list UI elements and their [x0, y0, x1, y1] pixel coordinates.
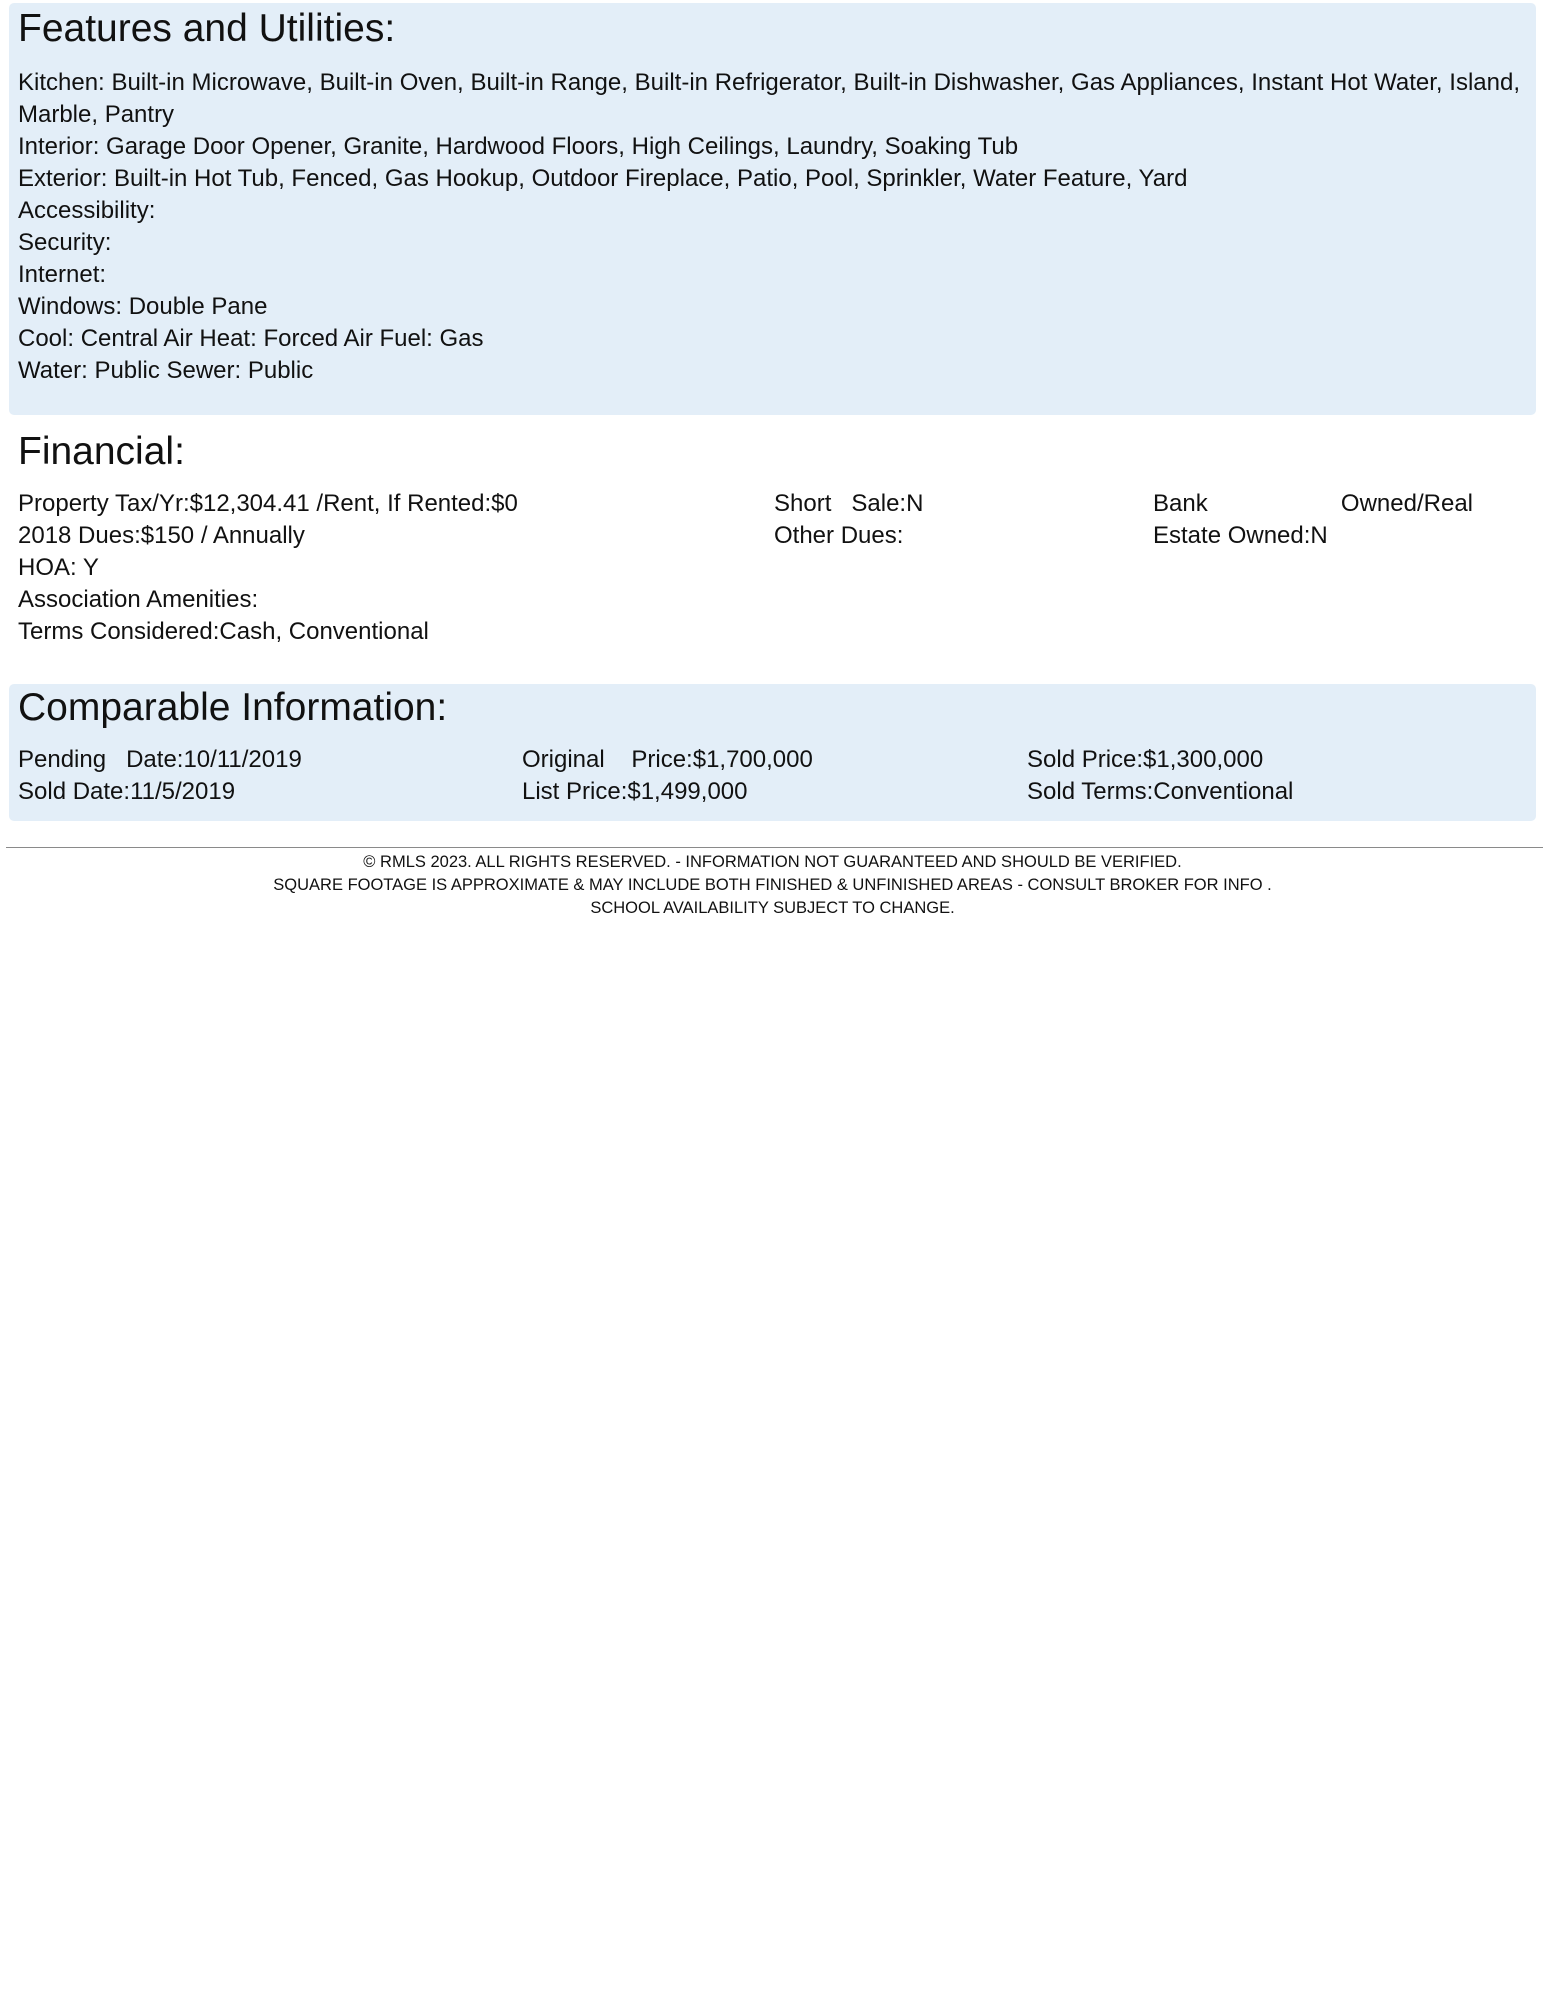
comparable-column-prices — [522, 744, 992, 808]
financial-column-bank — [1153, 488, 1473, 552]
windows-features: Windows: Double Pane — [18, 293, 268, 320]
bank-owned-word-2: Owned/Real — [1340, 490, 1473, 517]
bank-owned — [1153, 488, 1473, 520]
association-amenities: Association Amenities: — [18, 586, 259, 613]
original-price-value: Price:$1,700,000 — [631, 746, 813, 773]
accessibility-features: Accessibility: — [18, 197, 156, 224]
sold-date: Sold Date:11/5/2019 — [18, 778, 236, 805]
footer-disclaimer — [0, 851, 1545, 920]
interior-features: Interior: Garage Door Opener, Granite, Hardwood Floors, High Ceilings, Laundry, Soaking Tub — [18, 133, 1019, 160]
pending-date — [18, 744, 488, 776]
financial-column-sale — [774, 488, 1134, 552]
features-list — [18, 67, 1520, 387]
features-section — [9, 3, 1536, 415]
property-tax: Property Tax/Yr:$12,304.41 /Rent, If Rented:$0 — [18, 490, 518, 517]
disclaimer-line-3: SCHOOL AVAILABILITY SUBJECT TO CHANGE. — [590, 899, 955, 917]
financial-column-main — [18, 488, 738, 648]
comparable-column-dates — [18, 744, 488, 808]
comparable-heading: Comparable Information: — [18, 686, 448, 729]
disclaimer-line-1: © RMLS 2023. ALL RIGHTS RESERVED. - INFORMATION NOT GUARANTEED AND SHOULD BE VERIFIED. — [363, 853, 1182, 871]
cool-heat-fuel: Cool: Central Air Heat: Forced Air Fuel: Gas — [18, 325, 484, 352]
pending-word: Pending — [18, 746, 107, 773]
water-sewer: Water: Public Sewer: Public — [18, 357, 314, 384]
features-heading: Features and Utilities: — [18, 7, 396, 50]
other-dues: Other Dues: — [774, 522, 904, 549]
original-price — [522, 744, 992, 776]
original-word: Original — [522, 746, 605, 773]
short-sale-word: Short — [774, 490, 832, 517]
kitchen-features: Kitchen: Built-in Microwave, Built-in Oven, Built-in Range, Built-in Refrigerator, Built-in Dishwasher, Gas Appliances, Instant Hot Water, Island, Marble, Pantry — [18, 69, 1520, 128]
annual-dues: 2018 Dues:$150 / Annually — [18, 522, 305, 549]
footer-divider — [6, 847, 1543, 848]
disclaimer-line-2: SQUARE FOOTAGE IS APPROXIMATE & MAY INCLUDE BOTH FINISHED & UNFINISHED AREAS - CONSULT BROKER FOR INFO . — [273, 876, 1272, 894]
comparable-column-sold — [1027, 744, 1497, 808]
financial-section — [9, 418, 1536, 658]
financial-heading: Financial: — [18, 430, 185, 473]
short-sale-value: Sale:N — [851, 490, 924, 517]
sold-terms: Sold Terms:Conventional — [1027, 778, 1294, 805]
estate-owned: Estate Owned:N — [1153, 522, 1328, 549]
exterior-features: Exterior: Built-in Hot Tub, Fenced, Gas Hookup, Outdoor Fireplace, Patio, Pool, Sprinkler, Water Feature, Yard — [18, 165, 1188, 192]
security-features: Security: — [18, 229, 112, 256]
sold-price: Sold Price:$1,300,000 — [1027, 746, 1264, 773]
bank-owned-word-1: Bank — [1153, 490, 1208, 517]
hoa: HOA: Y — [18, 554, 99, 581]
short-sale — [774, 488, 1134, 520]
comparable-section — [9, 684, 1536, 821]
internet-features: Internet: — [18, 261, 107, 288]
terms-considered: Terms Considered:Cash, Conventional — [18, 618, 429, 645]
list-price: List Price:$1,499,000 — [522, 778, 748, 805]
pending-date-value: Date:10/11/2019 — [126, 746, 302, 773]
